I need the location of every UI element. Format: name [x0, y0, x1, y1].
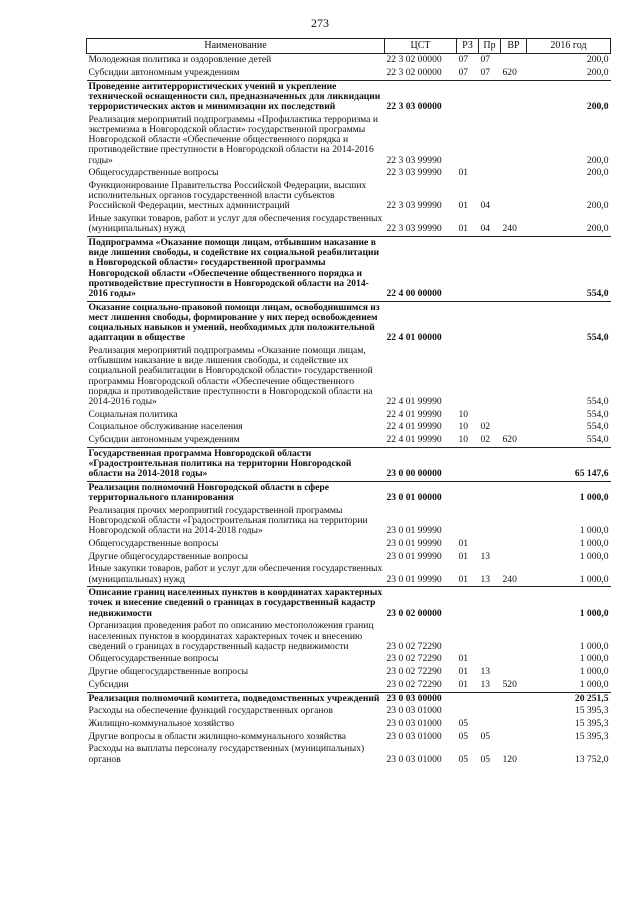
table-row [87, 551, 611, 564]
row-vr [501, 731, 527, 744]
row-rz: 05 [458, 730, 469, 742]
row-sum: 554,0 [586, 421, 609, 433]
row-rz: 10 [458, 434, 469, 446]
row-rz [457, 236, 479, 301]
row-cst: 23 0 02 00000 [385, 587, 457, 621]
row-vr: 620 [502, 66, 517, 78]
row-name: Субсидии автономным учреждениям [88, 434, 240, 446]
budget-table [86, 38, 611, 766]
row-cst: 23 0 00 00000 [385, 447, 457, 481]
table-row [87, 236, 611, 301]
row-name: Социальное обслуживание населения [88, 421, 243, 433]
row-vr [501, 705, 527, 718]
row-rz [457, 692, 479, 705]
row-pr [479, 167, 501, 180]
page-number: 273 [311, 16, 329, 30]
row-rz: 01 [458, 666, 469, 678]
table-row [87, 54, 611, 67]
row-rz: 01 [458, 223, 469, 235]
row-name: Иные закупки товаров, работ и услуг для обеспечения государственных (муниципальных) нужд [88, 213, 383, 235]
row-name: Реализация мероприятий подпрограммы «Оказание помощи лицам, отбывшим наказание в виде лишения свободы, и содействие их социальной реабилитации в Новгородской области» государственной программы Новгородской области «Обеспечение общественного порядка и противодействие преступности в Новгородской области на 2014-2016 годы» [88, 344, 373, 407]
row-name: Проведение антитеррористических учений и укрепление технической оснащенности сил, предназначенных для ликвидации террористических актов и минимизации их последствий [87, 80, 385, 114]
row-cst: 23 0 01 00000 [385, 481, 457, 504]
row-pr: 07 [480, 66, 491, 78]
row-rz: 10 [458, 421, 469, 433]
row-sum: 1 000,0 [579, 653, 609, 665]
row-rz [457, 705, 479, 718]
table-row [87, 409, 611, 422]
row-cst: 23 0 03 01000 [386, 730, 442, 742]
row-cst: 22 3 03 00000 [385, 80, 457, 114]
row-pr [479, 114, 501, 168]
row-vr [501, 409, 527, 422]
row-pr [479, 692, 501, 705]
row-pr [479, 587, 501, 621]
row-name: Общегосударственные вопросы [88, 653, 219, 665]
table-row [87, 718, 611, 731]
row-sum: 65 147,6 [527, 447, 611, 481]
table-row [87, 301, 611, 345]
table-row [87, 705, 611, 718]
row-cst: 22 4 00 00000 [385, 236, 457, 301]
row-sum: 200,0 [586, 167, 609, 179]
row-cst: 23 0 01 99990 [386, 537, 442, 549]
row-vr [501, 421, 527, 434]
row-cst: 23 0 02 72290 [386, 666, 442, 678]
row-vr [501, 718, 527, 731]
row-rz [457, 301, 479, 345]
row-sum: 1 000,0 [579, 525, 609, 537]
row-vr: 520 [502, 678, 517, 690]
table-row [87, 731, 611, 744]
row-vr: 240 [502, 223, 517, 235]
row-rz: 01 [458, 200, 469, 212]
row-sum: 554,0 [586, 408, 609, 420]
row-rz: 01 [458, 537, 469, 549]
row-pr [479, 620, 501, 653]
row-cst: 22 3 03 99990 [386, 200, 442, 212]
row-pr: 05 [480, 730, 491, 742]
table-row [87, 505, 611, 538]
row-vr [501, 167, 527, 180]
row-sum: 20 251,5 [527, 692, 611, 705]
row-pr: 13 [480, 666, 491, 678]
row-pr [479, 80, 501, 114]
table-row [87, 679, 611, 692]
row-rz: 01 [458, 167, 469, 179]
row-sum: 1 000,0 [579, 550, 609, 562]
table-row [87, 653, 611, 666]
row-cst: 23 0 01 99990 [386, 550, 442, 562]
row-name: Общегосударственные вопросы [88, 537, 219, 549]
row-pr [479, 301, 501, 345]
row-name: Расходы на выплаты персоналу государственных (муниципальных) органов [88, 743, 365, 765]
row-rz [457, 587, 479, 621]
row-name: Подпрограмма «Оказание помощи лицам, отбывшим наказание в виде лишения свободы, и содействие их социальной реабилитации в Новгородской области» государственной программы Новгородской области «Обеспечение общественного порядка и противодействие преступности в Новгородской области на 2014-2016 годы» [87, 236, 385, 301]
row-name: Реализация мероприятий подпрограммы «Профилактика терроризма и экстремизма в Новгородской области» государственной программы Новгородской области «Обеспечение общественного порядка и противодействие преступности в Новгородской области на 2014-2016 годы» [88, 113, 378, 166]
header-rz: РЗ [457, 39, 479, 54]
row-vr [501, 180, 527, 213]
row-vr [501, 538, 527, 551]
row-sum: 200,0 [527, 80, 611, 114]
row-cst: 23 0 01 99990 [386, 573, 442, 585]
row-cst: 22 4 01 99990 [386, 434, 442, 446]
row-rz [457, 114, 479, 168]
row-name: Субсидии автономным учреждениям [88, 66, 240, 78]
row-name: Общегосударственные вопросы [88, 167, 219, 179]
row-name: Молодежная политика и оздоровление детей [88, 54, 272, 66]
row-name: Иные закупки товаров, работ и услуг для обеспечения государственных (муниципальных) нужд [88, 563, 383, 585]
row-rz [457, 505, 479, 538]
row-sum: 1 000,0 [527, 481, 611, 504]
table-row [87, 538, 611, 551]
row-rz: 01 [458, 678, 469, 690]
row-vr [501, 345, 527, 409]
table-row [87, 743, 611, 766]
row-cst: 23 0 01 99990 [386, 525, 442, 537]
row-pr: 13 [480, 573, 491, 585]
row-pr: 02 [480, 434, 491, 446]
row-name: Жилищно-коммунальное хозяйство [88, 717, 235, 729]
row-pr: 13 [480, 550, 491, 562]
header-pr: Пр [479, 39, 501, 54]
row-pr [479, 481, 501, 504]
row-vr [501, 505, 527, 538]
row-sum: 554,0 [527, 301, 611, 345]
row-vr [501, 80, 527, 114]
row-vr [501, 447, 527, 481]
row-pr: 04 [480, 200, 491, 212]
row-sum: 1 000,0 [579, 678, 609, 690]
row-sum: 554,0 [586, 434, 609, 446]
table-row [87, 67, 611, 80]
row-rz: 05 [458, 717, 469, 729]
row-rz [457, 481, 479, 504]
row-cst: 22 3 02 00000 [386, 54, 442, 66]
row-pr [479, 653, 501, 666]
table-row [87, 563, 611, 586]
row-rz: 01 [458, 653, 469, 665]
row-vr [501, 587, 527, 621]
row-cst: 22 3 03 99990 [386, 223, 442, 235]
table-row [87, 345, 611, 409]
row-name: Организация проведения работ по описанию местоположения границ населенных пунктов в координатах характерных точек и внесению сведений о границах в государственный кадастр недвижимости [88, 620, 374, 652]
row-pr [479, 505, 501, 538]
row-name: Реализация прочих мероприятий государственной программы Новгородской области «Градостроительная политика на территории Новгородской области на 2014-2018 годы» [88, 504, 368, 537]
table-row [87, 213, 611, 236]
row-pr: 04 [480, 223, 491, 235]
header-name: Наименование [87, 39, 385, 54]
row-rz [457, 345, 479, 409]
row-cst: 23 0 02 72290 [386, 653, 442, 665]
table-row [87, 447, 611, 481]
table-row [87, 620, 611, 653]
row-name: Государственная программа Новгородской области «Градостроительная политика на территории Новгородской области на 2014-2018 годы» [87, 447, 385, 481]
row-sum: 1 000,0 [579, 666, 609, 678]
row-sum: 200,0 [586, 66, 609, 78]
row-vr [501, 620, 527, 653]
table-row [87, 692, 611, 705]
table-row [87, 421, 611, 434]
row-rz: 01 [458, 550, 469, 562]
row-cst: 23 0 02 72290 [386, 678, 442, 690]
row-rz [457, 620, 479, 653]
table-row [87, 666, 611, 679]
row-vr [501, 653, 527, 666]
row-rz: 01 [458, 573, 469, 585]
row-name: Оказание социально-правовой помощи лицам, освободившимся из мест лишения свободы, формирование у них перед освобождением социальных навыков и умений, необходимых для положительной адаптации в обществе [87, 301, 385, 345]
row-vr [501, 666, 527, 679]
header-year: 2016 год [527, 39, 611, 54]
table-row [87, 434, 611, 447]
row-pr [479, 447, 501, 481]
table-row [87, 180, 611, 213]
row-vr [501, 114, 527, 168]
row-pr: 07 [480, 54, 491, 66]
row-cst: 22 4 01 99990 [386, 396, 442, 407]
row-name: Описание границ населенных пунктов в координатах характерных точек и внесение сведений о границах в государственный кадастр недвижимости [87, 587, 385, 621]
row-pr [479, 705, 501, 718]
row-cst: 22 4 01 99990 [386, 421, 442, 433]
row-rz: 07 [458, 54, 469, 66]
row-pr [479, 538, 501, 551]
row-vr [501, 481, 527, 504]
row-pr [479, 345, 501, 409]
row-rz: 10 [458, 408, 469, 420]
row-sum: 554,0 [586, 396, 609, 407]
row-name: Субсидии [88, 678, 129, 690]
table-row [87, 114, 611, 168]
table-header-row [87, 39, 611, 54]
row-name: Расходы на обеспечение функций государственных органов [88, 705, 333, 717]
row-sum: 554,0 [527, 236, 611, 301]
row-sum: 1 000,0 [527, 587, 611, 621]
row-name: Функционирование Правительства Российской Федерации, высших исполнительных органов государственной власти субъектов Российской Федерации, местных администраций [88, 179, 367, 212]
row-cst: 22 3 03 99990 [386, 154, 442, 166]
row-pr: 13 [480, 678, 491, 690]
row-sum: 13 752,0 [574, 753, 609, 765]
row-cst: 23 0 03 00000 [385, 692, 457, 705]
table-row [87, 80, 611, 114]
row-name: Другие вопросы в области жилищно-коммунального хозяйства [88, 730, 347, 742]
row-pr [479, 409, 501, 422]
row-vr: 240 [502, 573, 517, 585]
row-name: Реализация полномочий комитета, подведомственных учреждений [87, 692, 385, 705]
row-rz [457, 80, 479, 114]
row-cst: 22 3 02 00000 [386, 66, 442, 78]
row-sum: 1 000,0 [579, 573, 609, 585]
row-rz: 05 [458, 753, 469, 765]
row-sum: 1 000,0 [579, 537, 609, 549]
row-vr [501, 692, 527, 705]
row-cst: 22 4 01 00000 [385, 301, 457, 345]
row-rz: 07 [458, 66, 469, 78]
row-rz [457, 447, 479, 481]
row-name: Социальная политика [88, 408, 178, 420]
header-cst: ЦСТ [385, 39, 457, 54]
row-sum: 200,0 [586, 223, 609, 235]
row-vr: 120 [502, 753, 517, 765]
header-vr: ВР [501, 39, 527, 54]
row-pr: 02 [480, 421, 491, 433]
row-cst: 22 4 01 99990 [386, 408, 442, 420]
table-row [87, 167, 611, 180]
row-cst: 23 0 03 01000 [386, 705, 442, 717]
row-pr [479, 236, 501, 301]
row-vr [501, 301, 527, 345]
table-row [87, 481, 611, 504]
row-sum: 200,0 [586, 200, 609, 212]
row-pr: 05 [480, 753, 491, 765]
table-body [87, 54, 611, 767]
row-name: Реализация полномочий Новгородской области в сфере территориального планирования [87, 481, 385, 504]
row-cst: 22 3 03 99990 [386, 167, 442, 179]
row-sum: 15 395,3 [574, 717, 609, 729]
row-sum: 15 395,3 [574, 730, 609, 742]
row-sum: 1 000,0 [579, 640, 609, 652]
row-name: Другие общегосударственные вопросы [88, 666, 249, 678]
row-vr [501, 54, 527, 67]
row-sum: 15 395,3 [574, 705, 609, 717]
row-cst: 23 0 02 72290 [386, 640, 442, 652]
row-sum: 200,0 [586, 154, 609, 166]
row-pr [479, 718, 501, 731]
row-cst: 23 0 03 01000 [386, 717, 442, 729]
row-vr: 620 [502, 434, 517, 446]
row-sum: 200,0 [586, 54, 609, 66]
row-vr [501, 551, 527, 564]
row-cst: 23 0 03 01000 [386, 753, 442, 765]
row-vr [501, 236, 527, 301]
row-name: Другие общегосударственные вопросы [88, 550, 249, 562]
table-row [87, 587, 611, 621]
